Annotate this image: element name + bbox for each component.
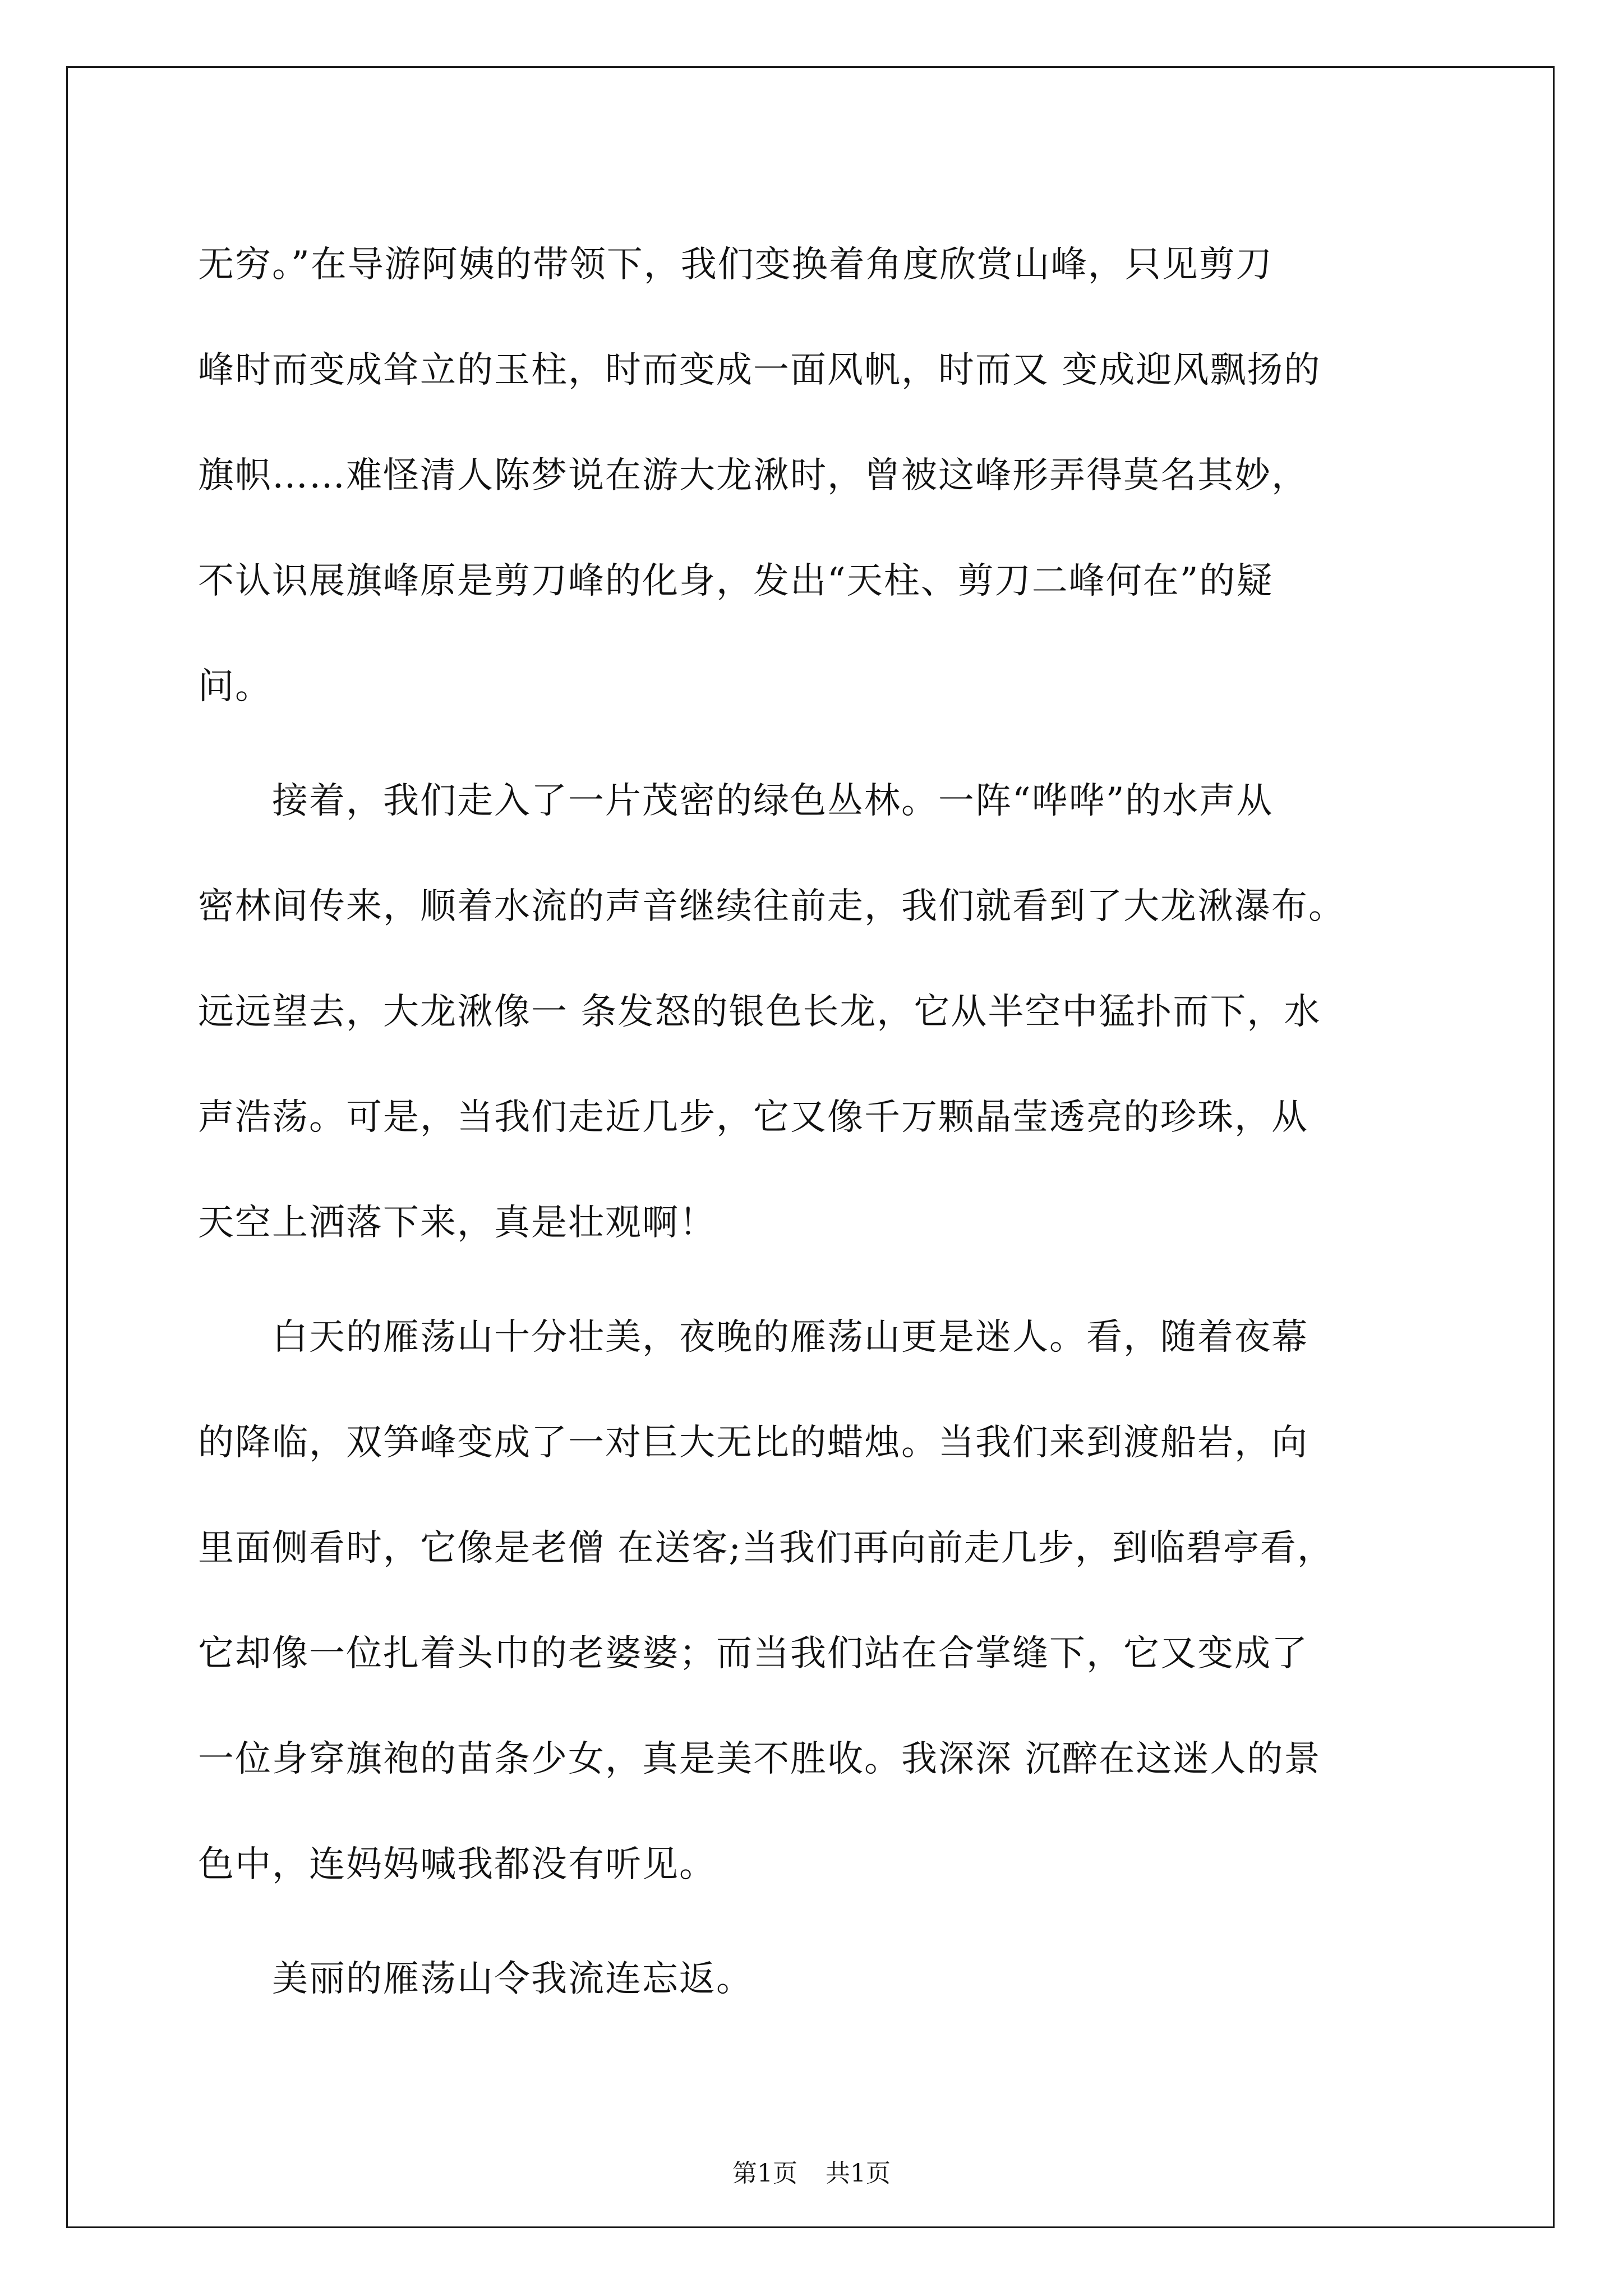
text-line: 美丽的雁荡山令我流连忘返。 (198, 1958, 753, 2000)
paragraph (198, 1926, 1432, 2032)
text-line: 里面侧看时，它像是老僧 在送客;当我们再向前走几步，到临碧亭看， (198, 1527, 1334, 1569)
text-line: 不认识展旗峰原是剪刀峰的化身，发出“天柱、剪刀二峰何在”的疑 (198, 560, 1274, 602)
paragraph (198, 748, 1432, 1276)
text-line: 远远望去，大龙湫像一 条发怒的银色长龙，它从半空中猛扑而下，水 (198, 991, 1321, 1033)
page-number: 第1页 (732, 2159, 797, 2188)
text-line: 旗帜……难怪清人陈梦说在游大龙湫时，曾被这峰形弄得莫名其妙， (198, 455, 1308, 496)
text-line: 它却像一位扎着头巾的老婆婆；而当我们站在合掌缝下，它又变成了 (198, 1633, 1308, 1674)
text-line: 接着，我们走入了一片茂密的绿色丛林。一阵“哗哗”的水声从 (198, 780, 1274, 822)
text-line: 一位身穿旗袍的苗条少女，真是美不胜收。我深深 沉醉在这迷人的景 (198, 1738, 1321, 1780)
text-line: 声浩荡。可是，当我们走近几步，它又像千万颗晶莹透亮的珍珠，从 (198, 1097, 1308, 1138)
text-line: 的降临，双笋峰变成了一对巨大无比的蜡烛。当我们来到渡船岩，向 (198, 1422, 1308, 1464)
paragraph (198, 212, 1432, 739)
total-pages: 共1页 (826, 2159, 891, 2188)
text-line: 白天的雁荡山十分壮美，夜晚的雁荡山更是迷人。看，随着夜幕 (198, 1317, 1308, 1358)
text-line: 天空上洒落下来，真是壮观啊！ (198, 1202, 716, 1244)
page-footer (0, 2153, 1623, 2189)
paragraph-gap (198, 1917, 1432, 1926)
text-line: 色中，连妈妈喊我都没有听见。 (198, 1844, 716, 1885)
text-line: 密林间传来，顺着水流的声音继续往前走，我们就看到了大龙湫瀑布。 (198, 886, 1345, 927)
text-line: 问。 (198, 666, 272, 707)
paragraph-gap (198, 1276, 1432, 1285)
text-line: 峰时而变成耸立的玉柱，时而变成一面风帆，时而又 变成迎风飘扬的 (198, 349, 1321, 391)
text-line: 无穷。”在导游阿姨的带领下，我们变换着角度欣赏山峰，只见剪刀 (198, 244, 1273, 286)
paragraph (198, 1285, 1432, 1917)
document-body (198, 212, 1432, 2032)
paragraph-gap (198, 739, 1432, 748)
